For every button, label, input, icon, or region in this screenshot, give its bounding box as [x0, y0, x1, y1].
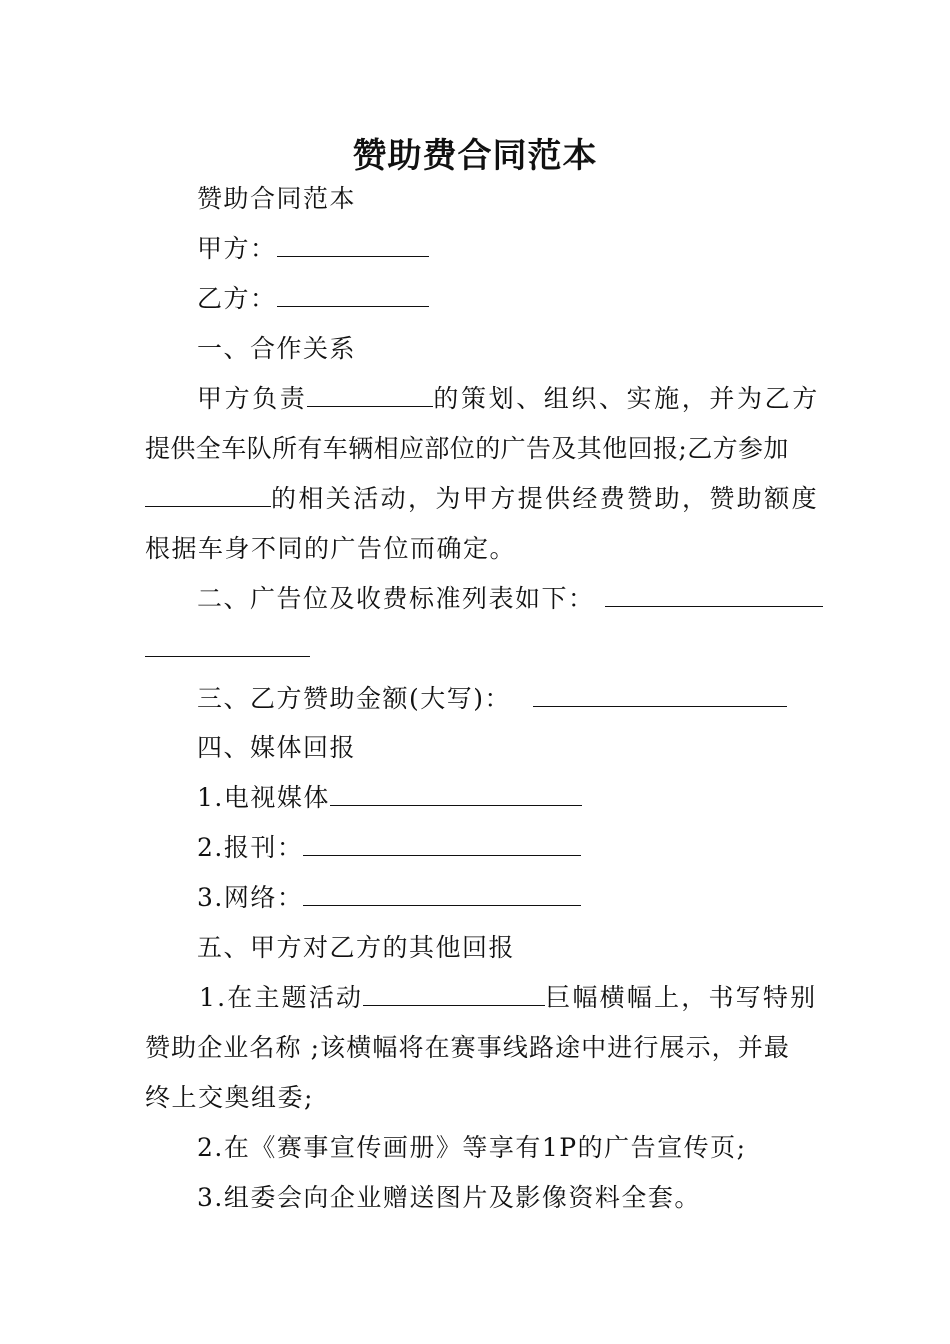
- section-5-heading: 五、甲方对乙方的其他回报: [197, 933, 516, 962]
- party-a-line: [197, 234, 859, 264]
- section-2-text: 二、广告位及收费标准列表如下：: [197, 584, 595, 613]
- party-b-label: 乙方：: [197, 284, 277, 313]
- s5-item1-a: 1.在主题活动: [199, 983, 364, 1012]
- section-2-line: [197, 584, 859, 614]
- section-5-item-1-line-2: 赞助企业名称 ;该横幅将在赛事线路途中进行展示，并最: [145, 1033, 790, 1062]
- newspaper-line: [197, 833, 859, 863]
- tv-media-blank[interactable]: [330, 783, 582, 806]
- section-1-heading: 一、合作关系: [197, 334, 357, 363]
- s1-text-b: 的策划、组织、实施，并为乙方: [433, 384, 820, 413]
- tv-media-line: [197, 783, 859, 813]
- ad-list-blank-1[interactable]: [605, 584, 823, 607]
- s1-text-a: 甲方负责: [197, 384, 308, 413]
- section-1-line-2: 提供全车队所有车辆相应部位的广告及其他回报;乙方参加: [145, 434, 789, 463]
- event-blank[interactable]: [307, 384, 433, 407]
- section-1-line-3: [145, 484, 820, 514]
- newspaper-blank[interactable]: [303, 833, 581, 856]
- section-1-line-1: [197, 384, 859, 414]
- network-blank[interactable]: [303, 883, 581, 906]
- section-5-item-1-line-3: 终上交奥组委;: [145, 1083, 314, 1112]
- s5-item1-b: 巨幅横幅上，书写特别: [545, 983, 818, 1012]
- section-5-item-2: 2.在《赛事宣传画册》等享有1P的广告宣传页;: [197, 1133, 747, 1162]
- party-a-label: 甲方：: [197, 234, 277, 263]
- newspaper-label: 2.报刊：: [197, 833, 304, 862]
- tv-media-label: 1.电视媒体: [197, 783, 330, 812]
- section-5-item-3: 3.组委会向企业赠送图片及影像资料全套。: [197, 1183, 701, 1212]
- amount-blank[interactable]: [533, 684, 787, 707]
- section-4-heading: 四、媒体回报: [197, 733, 357, 762]
- theme-activity-blank[interactable]: [363, 983, 545, 1006]
- network-line: [197, 883, 859, 913]
- s1-text-c: 的相关活动，为甲方提供经费赞助，赞助额度: [271, 484, 820, 513]
- network-label: 3.网络：: [197, 883, 304, 912]
- ad-list-blank-2-line[interactable]: [145, 634, 310, 657]
- section-3-line: [197, 684, 859, 714]
- section-5-item-1-line-1: [199, 983, 861, 1013]
- section-1-line-4: 根据车身不同的广告位而确定。: [145, 534, 517, 563]
- party-b-blank[interactable]: [277, 284, 429, 307]
- section-3-text: 三、乙方赞助金额(大写)：: [197, 684, 512, 713]
- subtitle: 赞助合同范本: [197, 184, 357, 213]
- document-title: 赞助费合同范本: [352, 136, 598, 176]
- ad-list-blank-2: [145, 634, 310, 664]
- party-b-line: [197, 284, 859, 314]
- party-a-blank[interactable]: [277, 234, 429, 257]
- activity-blank[interactable]: [145, 484, 271, 507]
